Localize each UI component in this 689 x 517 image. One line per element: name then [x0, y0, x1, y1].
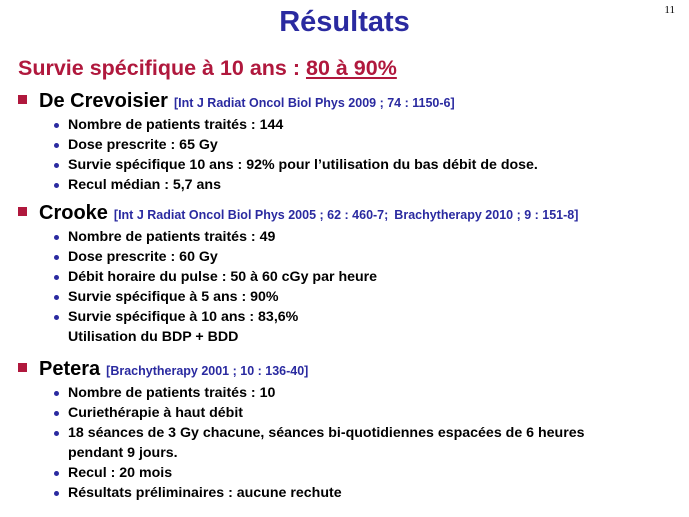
list-item: [54, 463, 628, 483]
dot-bullet-icon: [54, 163, 59, 168]
dot-bullet-icon: [54, 411, 59, 416]
page-number: 11: [664, 4, 675, 16]
reference: [Int J Radiat Oncol Biol Phys 2009 ; 74 : 1150-6]: [173, 96, 455, 110]
item-list: [18, 227, 578, 347]
list-item: [54, 287, 578, 307]
item-text: Dose prescrite : 60 Gy: [68, 249, 218, 265]
author-name: De Crevoisier: [39, 90, 168, 112]
list-item: [54, 307, 578, 327]
item-list: [18, 383, 628, 503]
item-text: Survie spécifique à 10 ans : 83,6%: [68, 309, 299, 325]
section-petera: [18, 358, 628, 503]
square-bullet-icon: [18, 207, 27, 216]
list-item: [54, 403, 628, 423]
square-bullet-icon: [18, 95, 27, 104]
item-list: [18, 115, 538, 195]
dot-bullet-icon: [54, 295, 59, 300]
item-text: Résultats préliminaires : aucune rechute: [68, 485, 342, 501]
slide-subtitle: [18, 56, 397, 81]
item-text: Recul médian : 5,7 ans: [68, 177, 221, 193]
item-text: Nombre de patients traités : 49: [68, 229, 276, 245]
reference: [Int J Radiat Oncol Biol Phys 2005 ; 62 : 460-7;: [113, 208, 389, 222]
list-item: [54, 483, 628, 503]
subtitle-highlight: 80 à 90%: [305, 56, 397, 80]
list-item: [54, 267, 578, 287]
dot-bullet-icon: [54, 123, 59, 128]
author-name: Crooke: [39, 202, 108, 224]
author-name: Petera: [39, 358, 101, 380]
dot-bullet-icon: [54, 143, 59, 148]
square-bullet-icon: [18, 363, 27, 372]
reference: [Brachytherapy 2001 ; 10 : 136-40]: [106, 364, 309, 378]
list-item: [54, 247, 578, 267]
item-text: Survie spécifique à 5 ans : 90%: [68, 289, 279, 305]
dot-bullet-icon: [54, 491, 59, 496]
dot-bullet-icon: [54, 275, 59, 280]
list-item: [54, 227, 578, 247]
item-text: Utilisation du BDP + BDD: [68, 329, 239, 345]
section-header: [18, 202, 578, 225]
list-item: [54, 115, 538, 135]
reference: Brachytherapy 2010 ; 9 : 151-8]: [394, 208, 579, 222]
subtitle-text: Survie spécifique à 10 ans :: [18, 56, 306, 80]
section-crooke: [18, 202, 578, 347]
dot-bullet-icon: [54, 471, 59, 476]
dot-bullet-icon: [54, 183, 59, 188]
item-text: Survie spécifique 10 ans : 92% pour l’utilisation du bas débit de dose.: [68, 157, 538, 173]
item-text: 18 séances de 3 Gy chacune, séances bi-quotidiennes espacées de 6 heures pendant 9 jours.: [68, 425, 585, 461]
list-item: [54, 175, 538, 195]
list-item: [54, 135, 538, 155]
dot-bullet-icon: [54, 391, 59, 396]
dot-bullet-icon: [54, 431, 59, 436]
item-text: Curiethérapie à haut débit: [68, 405, 244, 421]
section-de-crevoisier: [18, 90, 538, 195]
item-text: Dose prescrite : 65 Gy: [68, 137, 218, 153]
item-text: Nombre de patients traités : 10: [68, 385, 276, 401]
list-item: [54, 327, 578, 347]
section-header: [18, 90, 538, 113]
item-text: Débit horaire du pulse : 50 à 60 cGy par heure: [68, 269, 378, 285]
dot-bullet-icon: [54, 255, 59, 260]
list-item: [54, 155, 538, 175]
dot-bullet-icon: [54, 235, 59, 240]
list-item: [54, 423, 628, 463]
section-header: [18, 358, 628, 381]
dot-bullet-icon: [54, 315, 59, 320]
item-text: Nombre de patients traités : 144: [68, 117, 284, 133]
list-item: [54, 383, 628, 403]
item-text: Recul : 20 mois: [68, 465, 173, 481]
slide-title: Résultats: [279, 6, 410, 38]
